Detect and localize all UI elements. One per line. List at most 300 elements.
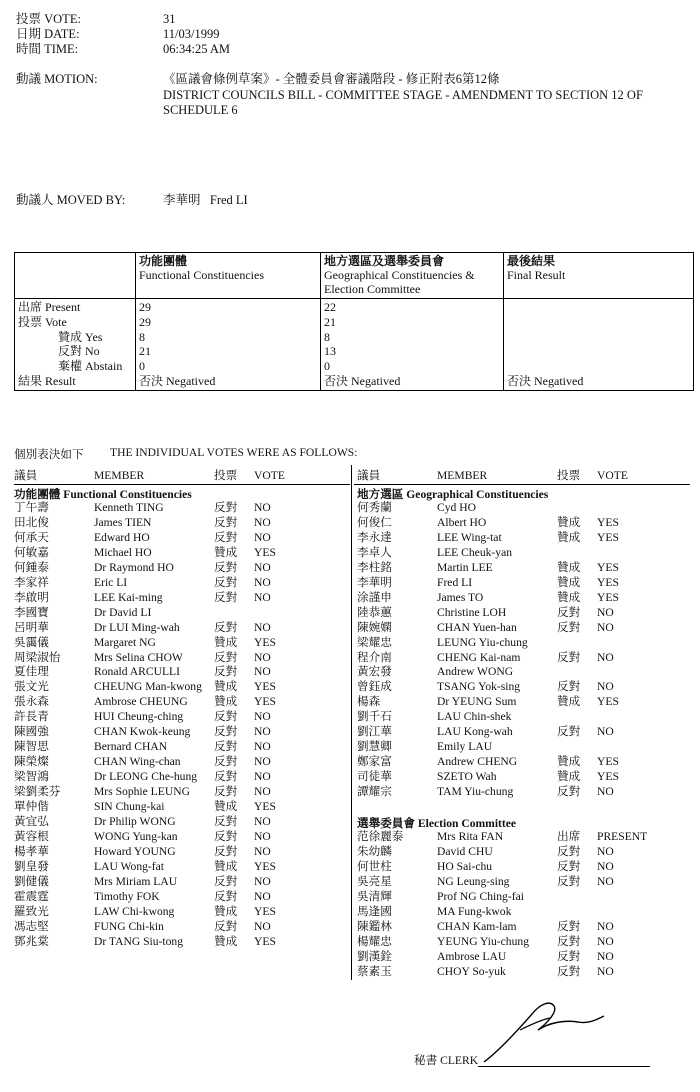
moved-by-label: 動議人 MOVED BY:: [16, 193, 126, 207]
member-name-zh: 李永達: [357, 530, 392, 544]
member-name-en: LEUNG Yiu-chung: [437, 635, 528, 649]
vote-zh: 反對: [214, 710, 238, 724]
vote-en: NO: [597, 680, 614, 694]
vote-en: NO: [254, 590, 271, 604]
vote-en: NO: [254, 530, 271, 544]
member-name-en: CHAN Yuen-han: [437, 620, 517, 634]
member-name-en: LEE Wing-tat: [437, 530, 502, 544]
col-gc-en: Geographical Constituencies & Election Committee: [324, 268, 475, 296]
vote-en: NO: [254, 919, 271, 933]
member-name-zh: 陳鑑林: [357, 919, 392, 933]
member-name-zh: 霍震霆: [14, 889, 49, 903]
vote-zh: 反對: [214, 501, 238, 514]
fc-member-row: [14, 799, 350, 814]
member-name-en: LEE Kai-ming: [94, 590, 163, 604]
left-header-member-zh: 議員: [14, 469, 38, 482]
member-name-en: CHOY So-yuk: [437, 964, 506, 978]
member-name-zh: 梁智鴻: [14, 770, 49, 784]
fc-member-row: [14, 904, 350, 919]
member-name-en: David CHU: [437, 844, 493, 858]
vote-zh: 贊成: [557, 755, 581, 769]
vote-zh: 贊成: [557, 575, 581, 589]
vote-en: NO: [597, 605, 614, 619]
ec-section-title: 選舉委員會 Election Committee: [357, 817, 517, 830]
member-name-zh: 何敏嘉: [14, 545, 49, 559]
member-name-zh: 蔡素玉: [357, 964, 392, 978]
gc-member-row: [357, 754, 693, 769]
ec-member-row: [357, 844, 693, 859]
vote-zh: 反對: [214, 874, 238, 888]
vote-zh: 反對: [214, 889, 238, 903]
vote-en: NO: [254, 620, 271, 634]
fc-member-row: [14, 530, 350, 545]
member-name-zh: 呂明華: [14, 620, 49, 634]
vote-zh: 贊成: [557, 695, 581, 709]
member-name-en: MA Fung-kwok: [437, 904, 512, 918]
vote-zh: 反對: [214, 620, 238, 634]
member-name-en: Albert HO: [437, 515, 487, 529]
gc-member-row: [357, 679, 693, 694]
fc-member-row: [14, 664, 350, 679]
fc-member-row: [14, 560, 350, 575]
clerk-label: 秘書 CLERK: [414, 1054, 479, 1067]
member-name-en: Margaret NG: [94, 635, 156, 649]
label-no: 反對 No: [58, 344, 100, 359]
vote-zh: 反對: [557, 949, 581, 963]
member-name-en: Bernard CHAN: [94, 740, 168, 754]
member-name-zh: 陳婉嫻: [357, 620, 392, 634]
member-name-zh: 李國寶: [14, 605, 49, 619]
right-header-vote-zh: 投票: [557, 469, 581, 482]
member-name-en: Timothy FOK: [94, 889, 160, 903]
member-name-en: Emily LAU: [437, 740, 493, 754]
col-fc-zh: 功能團體: [139, 254, 188, 268]
header-underline-right: [354, 484, 690, 485]
member-name-en: LAW Chi-kwong: [94, 904, 175, 918]
gc-member-row: [357, 590, 693, 605]
fc-member-row: [14, 814, 350, 829]
vote-en: YES: [597, 770, 619, 784]
vote-en: NO: [254, 844, 271, 858]
fc-member-row: [14, 859, 350, 874]
vote-en: NO: [254, 740, 271, 754]
gc-member-row: [357, 620, 693, 635]
member-name-en: HUI Cheung-ching: [94, 710, 184, 724]
fc-member-row: [14, 605, 350, 620]
member-name-en: Ambrose CHEUNG: [94, 695, 188, 709]
vote-en: YES: [254, 635, 276, 649]
member-name-zh: 何秀蘭: [357, 501, 392, 514]
member-name-en: Mrs Rita FAN: [437, 830, 504, 843]
member-name-zh: 楊孝華: [14, 844, 49, 858]
fc-member-row: [14, 724, 350, 739]
member-name-zh: 劉健儀: [14, 874, 49, 888]
gc-member-row: [357, 605, 693, 620]
vote-zh: 反對: [214, 770, 238, 784]
moved-by-value: 李華明 Fred LI: [163, 193, 248, 207]
member-name-en: CHEUNG Man-kwong: [94, 680, 202, 694]
fc-member-row: [14, 889, 350, 904]
member-name-en: Dr David LI: [94, 605, 152, 619]
member-name-zh: 何俊仁: [357, 515, 392, 529]
member-name-zh: 曾鈺成: [357, 680, 392, 694]
vote-en: YES: [597, 755, 619, 769]
vote-zh: 反對: [557, 919, 581, 933]
summary-fc-values: [136, 299, 321, 391]
fc-member-row: [14, 500, 350, 515]
member-name-en: TAM Yiu-chung: [437, 785, 514, 799]
vote-zh: 贊成: [214, 800, 238, 813]
label-result: 結果 Result: [18, 373, 76, 388]
vote-en: NO: [254, 889, 271, 903]
vote-zh: 反對: [557, 785, 581, 799]
ec-member-row: [357, 949, 693, 964]
fc-member-row: [14, 934, 350, 949]
member-name-zh: 范徐麗泰: [357, 830, 404, 843]
fc-vote: 29: [139, 314, 151, 329]
right-header-member-en: MEMBER: [437, 469, 488, 482]
fc-yes: 8: [139, 329, 145, 344]
member-name-zh: 朱幼麟: [357, 844, 392, 858]
vote-zh: 贊成: [557, 590, 581, 604]
vote-zh: 贊成: [214, 695, 238, 709]
member-name-en: NG Leung-sing: [437, 874, 510, 888]
member-name-en: Dr Raymond HO: [94, 560, 174, 574]
gc-member-row: [357, 664, 693, 679]
member-name-en: Dr LUI Ming-wah: [94, 620, 180, 634]
gc-member-row: [357, 724, 693, 739]
member-name-zh: 張永森: [14, 695, 49, 709]
vote-zh: 反對: [214, 530, 238, 544]
fc-member-row: [14, 919, 350, 934]
motion-title-en: DISTRICT COUNCILS BILL - COMMITTEE STAGE - AMENDMENT TO SECTION 12 OF SCHEDULE 6: [163, 88, 643, 117]
member-name-zh: 吳亮星: [357, 874, 392, 888]
summary-col-geographical: [321, 253, 504, 299]
fc-member-row: [14, 679, 350, 694]
gc-member-row: [357, 769, 693, 784]
member-name-en: Cyd HO: [437, 501, 476, 514]
member-name-en: Dr YEUNG Sum: [437, 695, 517, 709]
vote-en: NO: [597, 919, 614, 933]
gc-member-row: [357, 650, 693, 665]
fc-no: 21: [139, 344, 151, 359]
member-name-zh: 梁劉柔芬: [14, 785, 61, 799]
vote-en: NO: [254, 575, 271, 589]
vote-zh: 出席: [557, 830, 581, 843]
gc-member-row: [357, 500, 693, 515]
member-name-zh: 黃宏發: [357, 665, 392, 679]
vote-zh: 贊成: [214, 680, 238, 694]
vote-en: NO: [254, 829, 271, 843]
vote-en: YES: [597, 575, 619, 589]
member-name-en: Edward HO: [94, 530, 150, 544]
gc-member-row: [357, 709, 693, 724]
member-name-en: SZETO Wah: [437, 770, 497, 784]
member-name-en: Kenneth TING: [94, 501, 164, 514]
final-result: 否決 Negatived: [507, 373, 584, 388]
member-name-zh: 李啟明: [14, 590, 49, 604]
gc-member-row: [357, 739, 693, 754]
member-name-zh: 陳智思: [14, 740, 49, 754]
vote-zh: 反對: [214, 665, 238, 679]
member-name-zh: 何世柱: [357, 859, 392, 873]
vote-en: YES: [254, 680, 276, 694]
vote-en: NO: [254, 755, 271, 769]
member-name-en: Eric LI: [94, 575, 128, 589]
vote-en: NO: [254, 874, 271, 888]
fc-member-row: [14, 874, 350, 889]
vote-zh: 反對: [214, 919, 238, 933]
vote-zh: 反對: [214, 590, 238, 604]
vote-zh: 反對: [557, 934, 581, 948]
member-name-zh: 楊森: [357, 695, 381, 709]
vote-zh: 反對: [557, 650, 581, 664]
vote-en: YES: [597, 590, 619, 604]
fc-present: 29: [139, 300, 151, 314]
summary-gc-values: [321, 299, 504, 391]
vote-en: NO: [254, 665, 271, 679]
vote-en: NO: [597, 874, 614, 888]
member-name-zh: 司徒華: [357, 770, 392, 784]
vote-en: YES: [597, 530, 619, 544]
individual-intro-zh: 個別表決如下: [14, 448, 84, 461]
member-name-en: Mrs Selina CHOW: [94, 650, 183, 664]
date-label: 日期 DATE:: [16, 27, 80, 41]
member-name-en: James TO: [437, 590, 484, 604]
gc-member-row: [357, 530, 693, 545]
member-name-zh: 田北俊: [14, 515, 49, 529]
right-header-member-zh: 議員: [357, 469, 381, 482]
col-gc-zh: 地方選區及選舉委員會: [324, 254, 445, 268]
fc-abstain: 0: [139, 359, 145, 374]
vote-en: YES: [254, 800, 276, 813]
member-name-en: James TIEN: [94, 515, 152, 529]
vote-en: NO: [597, 844, 614, 858]
member-name-zh: 陸恭蕙: [357, 605, 392, 619]
vote-zh: 贊成: [214, 904, 238, 918]
vote-en: NO: [254, 814, 271, 828]
vote-zh: 反對: [557, 874, 581, 888]
gc-member-row: [357, 560, 693, 575]
vote-number: 31: [163, 12, 176, 26]
fc-member-row: [14, 754, 350, 769]
member-name-zh: 李卓人: [357, 545, 392, 559]
gc-vote: 21: [324, 314, 336, 329]
vote-zh: 贊成: [214, 859, 238, 873]
individual-intro-en: THE INDIVIDUAL VOTES WERE AS FOLLOWS:: [110, 446, 358, 459]
member-name-zh: 周梁淑怡: [14, 650, 61, 664]
fc-member-row: [14, 590, 350, 605]
motion-label: 動議 MOTION:: [16, 72, 98, 86]
member-name-zh: 馮志堅: [14, 919, 49, 933]
ec-member-row: [357, 874, 693, 889]
member-name-zh: 單仲偕: [14, 800, 49, 813]
member-name-en: Dr TANG Siu-tong: [94, 934, 184, 948]
member-name-zh: 夏佳理: [14, 665, 49, 679]
member-name-en: Fred LI: [437, 575, 473, 589]
member-name-en: SIN Chung-kai: [94, 800, 165, 813]
vote-en: NO: [254, 725, 271, 739]
vote-zh: 反對: [557, 964, 581, 978]
ec-member-row: [357, 904, 693, 919]
col-final-zh: 最後結果: [507, 254, 556, 268]
summary-corner: [15, 253, 136, 299]
vote-zh: 反對: [214, 515, 238, 529]
col-final-en: Final Result: [507, 268, 566, 282]
summary-col-functional: [136, 253, 321, 299]
vote-zh: 反對: [557, 680, 581, 694]
time-value: 06:34:25 AM: [163, 42, 231, 56]
fc-member-row: [14, 844, 350, 859]
member-name-zh: 黃容根: [14, 829, 49, 843]
vote-en: NO: [597, 650, 614, 664]
vote-en: YES: [254, 695, 276, 709]
gc-no: 13: [324, 344, 336, 359]
vote-zh: 贊成: [557, 530, 581, 544]
member-name-en: LAU Wong-fat: [94, 859, 165, 873]
vote-en: YES: [597, 560, 619, 574]
vote-zh: 反對: [214, 844, 238, 858]
member-name-zh: 吳靄儀: [14, 635, 49, 649]
member-name-en: Mrs Sophie LEUNG: [94, 785, 190, 799]
vote-en: NO: [254, 501, 271, 514]
ec-member-row: [357, 889, 693, 904]
member-name-zh: 劉慧卿: [357, 740, 392, 754]
vote-en: NO: [597, 964, 614, 978]
vote-en: NO: [254, 785, 271, 799]
member-name-zh: 何鍾泰: [14, 560, 49, 574]
vote-en: YES: [254, 904, 276, 918]
vote-en: NO: [254, 515, 271, 529]
col-fc-en: Functional Constituencies: [139, 268, 264, 282]
left-header-vote-en: VOTE: [254, 469, 285, 482]
summary-row-labels: [15, 299, 136, 391]
vote-en: NO: [254, 560, 271, 574]
left-column-header: [14, 468, 350, 483]
member-name-zh: 涂謹申: [357, 590, 392, 604]
fc-section-title: 功能團體 Functional Constituencies: [14, 488, 192, 501]
vote-en: NO: [597, 949, 614, 963]
header-underline-left: [14, 484, 350, 485]
member-name-zh: 程介南: [357, 650, 392, 664]
member-name-en: Martin LEE: [437, 560, 493, 574]
fc-member-row: [14, 709, 350, 724]
gc-member-row: [357, 784, 693, 799]
vote-en: NO: [597, 785, 614, 799]
member-name-en: CHAN Kwok-keung: [94, 725, 191, 739]
vote-en: YES: [254, 545, 276, 559]
vote-en: NO: [254, 710, 271, 724]
summary-final-values: [504, 299, 694, 391]
vote-zh: 贊成: [214, 934, 238, 948]
member-name-en: Andrew WONG: [437, 665, 514, 679]
clerk-signature: [480, 990, 610, 1070]
member-name-en: Michael HO: [94, 545, 152, 559]
member-name-en: Christine LOH: [437, 605, 507, 619]
vote-zh: 贊成: [214, 635, 238, 649]
vote-zh: 反對: [214, 725, 238, 739]
vote-zh: 反對: [214, 814, 238, 828]
member-name-en: CHENG Kai-nam: [437, 650, 521, 664]
gc-member-row: [357, 694, 693, 709]
member-name-en: TSANG Yok-sing: [437, 680, 521, 694]
member-name-zh: 丁午壽: [14, 501, 49, 514]
right-header-vote-en: VOTE: [597, 469, 628, 482]
fc-result: 否決 Negatived: [139, 373, 216, 388]
fc-member-row: [14, 769, 350, 784]
fc-member-row: [14, 650, 350, 665]
member-name-zh: 劉千石: [357, 710, 392, 724]
ec-member-row: [357, 829, 693, 844]
gc-result: 否決 Negatived: [324, 373, 401, 388]
member-name-en: YEUNG Yiu-chung: [437, 934, 529, 948]
member-name-zh: 張文光: [14, 680, 49, 694]
vote-en: YES: [254, 859, 276, 873]
vote-zh: 反對: [557, 620, 581, 634]
label-vote: 投票 Vote: [18, 314, 67, 329]
right-column-header: [357, 468, 693, 483]
member-name-zh: 劉皇發: [14, 859, 49, 873]
member-name-zh: 劉漢銓: [357, 949, 392, 963]
member-name-zh: 鄧兆棠: [14, 934, 49, 948]
gc-member-row: [357, 515, 693, 530]
member-name-en: CHAN Wing-chan: [94, 755, 181, 769]
ec-member-row: [357, 964, 693, 979]
gc-present: 22: [324, 300, 336, 314]
member-name-zh: 李家祥: [14, 575, 49, 589]
gc-abstain: 0: [324, 359, 330, 374]
vote-zh: 反對: [214, 740, 238, 754]
member-name-zh: 黃宜弘: [14, 814, 49, 828]
fc-member-row: [14, 739, 350, 754]
member-name-en: WONG Yung-kan: [94, 829, 178, 843]
member-name-zh: 譚耀宗: [357, 785, 392, 799]
label-present: 出席 Present: [18, 300, 81, 314]
ec-member-row: [357, 919, 693, 934]
ec-member-row: [357, 859, 693, 874]
member-name-zh: 鄭家富: [357, 755, 392, 769]
member-name-zh: 何承天: [14, 530, 49, 544]
vote-en: NO: [597, 620, 614, 634]
member-name-en: LAU Chin-shek: [437, 710, 512, 724]
gc-yes: 8: [324, 329, 330, 344]
member-name-en: CHAN Kam-lam: [437, 919, 517, 933]
fc-member-row: [14, 515, 350, 530]
member-name-en: HO Sai-chu: [437, 859, 493, 873]
summary-col-final: [504, 253, 694, 299]
vote-zh: 反對: [214, 785, 238, 799]
fc-member-row: [14, 620, 350, 635]
member-name-zh: 陳國強: [14, 725, 49, 739]
vote-zh: 贊成: [557, 515, 581, 529]
vote-en: YES: [597, 695, 619, 709]
gc-member-row: [357, 635, 693, 650]
member-name-zh: 楊耀忠: [357, 934, 392, 948]
motion-title-zh: 《區議會條例草案》- 全體委員會審議階段 - 修正附表6第12條: [163, 72, 500, 86]
member-name-en: FUNG Chi-kin: [94, 919, 164, 933]
vote-zh: 反對: [214, 560, 238, 574]
member-name-en: Andrew CHENG: [437, 755, 518, 769]
fc-member-row: [14, 694, 350, 709]
left-header-vote-zh: 投票: [214, 469, 238, 482]
vote-number-label: 投票 VOTE:: [16, 12, 81, 26]
label-abstain: 棄權 Abstain: [58, 359, 123, 374]
gc-section-title: 地方選區 Geographical Constituencies: [357, 488, 549, 501]
member-name-zh: 吳清輝: [357, 889, 392, 903]
vote-zh: 反對: [557, 859, 581, 873]
vote-zh: 反對: [214, 829, 238, 843]
member-name-en: Dr LEONG Che-hung: [94, 770, 198, 784]
